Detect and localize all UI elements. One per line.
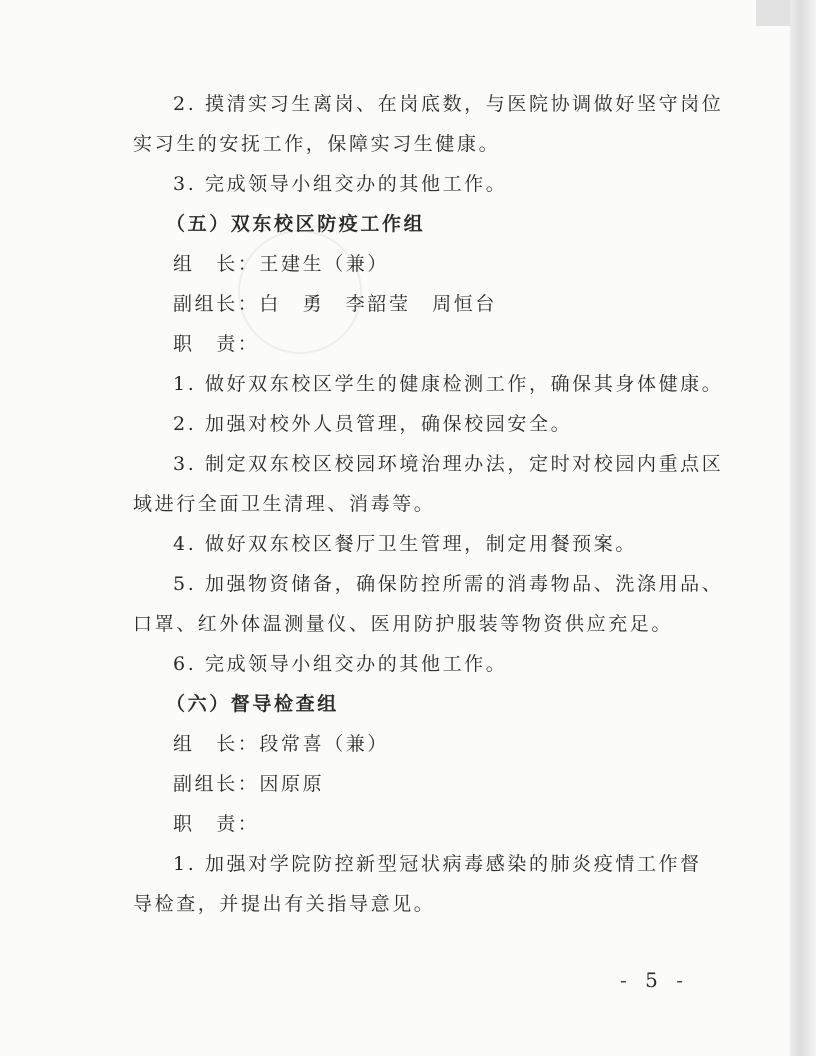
page-number-dash: - — [620, 968, 633, 992]
section-heading: （六）督导检查组 — [166, 693, 339, 715]
text-line: 1. 加强对学院防控新型冠状病毒感染的肺炎疫情工作督 — [173, 853, 702, 875]
text-line: 4. 做好双东校区餐厅卫生管理，制定用餐预案。 — [173, 533, 637, 555]
text-line: 口罩、红外体温测量仪、医用防护服装等物资供应充足。 — [133, 613, 674, 635]
text-line: 副组长：因原原 — [173, 773, 325, 795]
text-line: 3. 制定双东校区校园环境治理办法，定时对校园内重点区 — [173, 453, 724, 475]
text-line: 2. 加强对校外人员管理，确保校园安全。 — [173, 413, 573, 435]
text-line: 域进行全面卫生清理、消毒等。 — [133, 493, 436, 515]
text-line: 1. 做好双东校区学生的健康检测工作，确保其身体健康。 — [173, 373, 724, 395]
text-line: 2. 摸清实习生离岗、在岗底数，与医院协调做好坚守岗位 — [173, 93, 724, 115]
page-number — [620, 968, 689, 992]
text-line: 3. 完成领导小组交办的其他工作。 — [173, 173, 508, 195]
page-number-dash: - — [676, 968, 689, 992]
text-line: 职 责： — [173, 813, 260, 835]
text-line: 组 长：王建生（兼） — [173, 253, 390, 275]
section-heading: （五）双东校区防疫工作组 — [166, 213, 426, 235]
text-line: 副组长：白 勇 李韶莹 周恒台 — [173, 293, 498, 315]
text-line: 6. 完成领导小组交办的其他工作。 — [173, 653, 508, 675]
text-line: 导检查，并提出有关指导意见。 — [133, 893, 436, 915]
page-number-value: 5 — [645, 968, 664, 992]
text-line: 实习生的安抚工作，保障实习生健康。 — [133, 133, 501, 155]
text-line: 5. 加强物资储备，确保防控所需的消毒物品、洗涤用品、 — [173, 573, 724, 595]
text-line: 组 长：段常喜（兼） — [173, 733, 390, 755]
text-line: 职 责： — [173, 333, 260, 355]
